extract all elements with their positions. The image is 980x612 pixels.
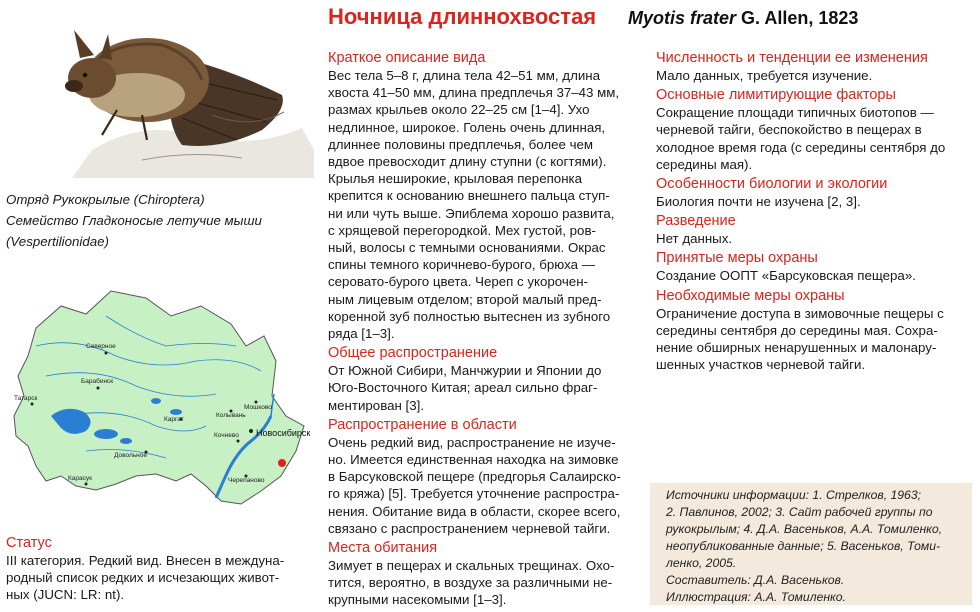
bat-illustration [22, 0, 314, 178]
abundance-section [656, 50, 972, 84]
status-line: III категория. Редкий вид. Внесен в междуна- [6, 553, 285, 568]
text-line: середины мая). [656, 156, 753, 172]
general-range-heading: Общее распространение [328, 345, 498, 362]
biology-section [656, 176, 972, 210]
needed-measures-section [656, 288, 972, 374]
map-label-severnoe: Северное [86, 343, 116, 350]
text-line: го кряжа) [5]. Требуется уточнение распростра- [328, 486, 620, 502]
taxonomy-block [6, 189, 262, 252]
text-line: размах крыльев около 22–25 см [1–4]. Ухо [328, 102, 590, 118]
text-line: черневой тайги, беспокойство в пещерах в [656, 122, 922, 138]
map-label-novosibirsk: Новосибирск [256, 428, 311, 438]
species-title-ru: Ночница длиннохвостая [328, 4, 597, 29]
text-line: Очень редкий вид, распространение не изуче- [328, 434, 616, 450]
text-line: Юго-Восточного Китая; ареал сильно фраг- [328, 380, 598, 396]
limiting-heading: Основные лимитирующие факторы [656, 87, 896, 104]
sources-line: рукокрылым; 4. Д.А. Васеньков, А.А. Томиленко, [666, 522, 943, 536]
map-label-moshkovo: Мошково [244, 404, 272, 411]
map-label-kochnevo: Кочнево [214, 432, 239, 439]
text-line: Ограничение доступа в зимовочные пещеры с [656, 305, 944, 321]
text-line: с хрящевой перегородкой. Мех густой, ров- [328, 222, 596, 238]
text-line: ряда [1–3]. [328, 326, 395, 342]
taken-measures-section [656, 250, 972, 284]
text-line: ный, волосы с темными основаниями. Окрас [328, 240, 606, 256]
text-line: Вес тела 5–8 г, длина тела 42–51 мм, длина [328, 68, 600, 83]
text-line: шенных участков черневой тайги. [656, 357, 866, 373]
column-middle [328, 50, 641, 612]
taxonomy-order: Отряд Рукокрылые (Chiroptera) [6, 192, 205, 207]
habitat-heading: Места обитания [328, 540, 438, 557]
taken-measures-heading: Принятые меры охраны [656, 250, 818, 267]
general-range-section [328, 345, 641, 414]
sources-line: 2. Павлинов, 2002; 3. Сайт рабочей группы по [666, 505, 933, 519]
text-line: но. Имеется единственная находка на зимовке [328, 452, 619, 468]
text-line: длиннее половины предплечья, более чем [328, 136, 594, 152]
biology-heading: Особенности биологии и экологии [656, 176, 888, 193]
sources-line: ленко, 2005. [666, 556, 737, 570]
breeding-section [656, 213, 972, 247]
text-line: Крылья неширокие, крыловая перепонка [328, 171, 583, 187]
text-line: ментирован [3]. [328, 397, 425, 413]
text-line: нение обширных ненарушенных и малонару- [656, 340, 937, 356]
description-section [328, 50, 641, 342]
text-line: вдвое превосходит длину ступни (с когтями). [328, 154, 607, 170]
status-section [6, 535, 318, 604]
column-right [656, 50, 972, 376]
needed-measures-heading: Необходимые меры охраны [656, 287, 845, 304]
text-line: нения. Обитание вида в области, скорее всего, [328, 503, 621, 519]
description-heading: Краткое описание вида [328, 50, 486, 66]
latin-author: G. Allen, 1823 [736, 8, 859, 28]
map-label-karasuk: Карасук [68, 475, 92, 482]
abundance-heading: Численность и тенденции ее изменения [656, 50, 928, 66]
limiting-section [656, 87, 972, 173]
text-line: тится, вероятно, в воздухе за различными не- [328, 575, 613, 591]
text-line: недлинное, широкое. Голень очень длинная, [328, 119, 606, 135]
map-label-kolyvan: Колывань [216, 412, 246, 419]
status-heading: Статус [6, 535, 52, 551]
map-label-kargat: Каргат [164, 416, 184, 423]
breeding-heading: Разведение [656, 213, 736, 230]
text-line: серовато-бурого цвета. Череп с укорочен- [328, 274, 588, 290]
text-line: Биология почти не изучена [2, 3]. [656, 194, 861, 210]
text-line: холодное время года (с середины сентября до [656, 139, 946, 155]
map-label-tatarsk: Татарск [14, 395, 38, 402]
habitat-section [328, 540, 641, 609]
text-line: ным лицевым отделом; второй малый пред- [328, 291, 602, 307]
text-line: ни или чуть выше. Эпиблема хорошо развита, [328, 205, 615, 221]
text-line: Создание ООПТ «Барсуковская пещера». [656, 268, 916, 284]
text-line: связано с распространением черневой тайги. [328, 520, 611, 536]
illustrator: Иллюстрация: А.А. Томиленко. [666, 590, 846, 604]
sources-line: неопубликованные данные; 5. Васеньков, Томи- [666, 539, 941, 553]
status-line: ных (JUCN: LR: nt). [6, 587, 125, 603]
sources-box [650, 483, 972, 605]
text-line: середины сентября до середины мая. Сохра- [656, 322, 938, 338]
text-line: хвоста 41–50 мм, длина предплечья 37–43 мм, [328, 85, 620, 101]
text-line: коренной зуб полностью вытеснен из зубного [328, 308, 611, 324]
text-line: спины темного коричнево-бурого, брюха — [328, 257, 595, 273]
regional-range-heading: Распространение в области [328, 416, 517, 433]
status-line: родный список редких и исчезающих живот- [6, 570, 280, 586]
text-line: Зимует в пещерах и скальных трещинах. Охо- [328, 558, 615, 574]
latin-name: Myotis frater [628, 8, 737, 28]
distribution-map [6, 276, 314, 524]
species-title-latin [628, 8, 858, 29]
taxonomy-family-latin: (Vespertilionidae) [6, 234, 109, 249]
text-line: От Южной Сибири, Манчжурии и Японии до [328, 363, 602, 379]
sources-line: Источники информации: 1. Стрелков, 1963; [666, 488, 921, 502]
text-line: Мало данных, требуется изучение. [656, 68, 873, 83]
region-outline [14, 291, 304, 504]
finding-marker [278, 459, 286, 467]
text-line: Нет данных. [656, 231, 733, 247]
map-label-dovolnoe: Довольное [114, 452, 147, 459]
compiler: Составитель: Д.А. Васеньков. [666, 573, 845, 587]
taxonomy-family: Семейство Гладконосые летучие мыши [6, 213, 262, 228]
map-label-barabinsk: Барабинск [81, 378, 114, 385]
text-line: Сокращение площади типичных биотопов — [656, 105, 934, 121]
text-line: крупными насекомыми [1–3]. [328, 592, 507, 608]
text-line: крепится к основанию внешнего пальца ступ- [328, 188, 610, 204]
map-label-cherepanovo: Черепаново [228, 477, 265, 484]
text-line: в Барсуковской пещере (предгорья Салаирско- [328, 469, 621, 485]
regional-range-section [328, 417, 641, 537]
